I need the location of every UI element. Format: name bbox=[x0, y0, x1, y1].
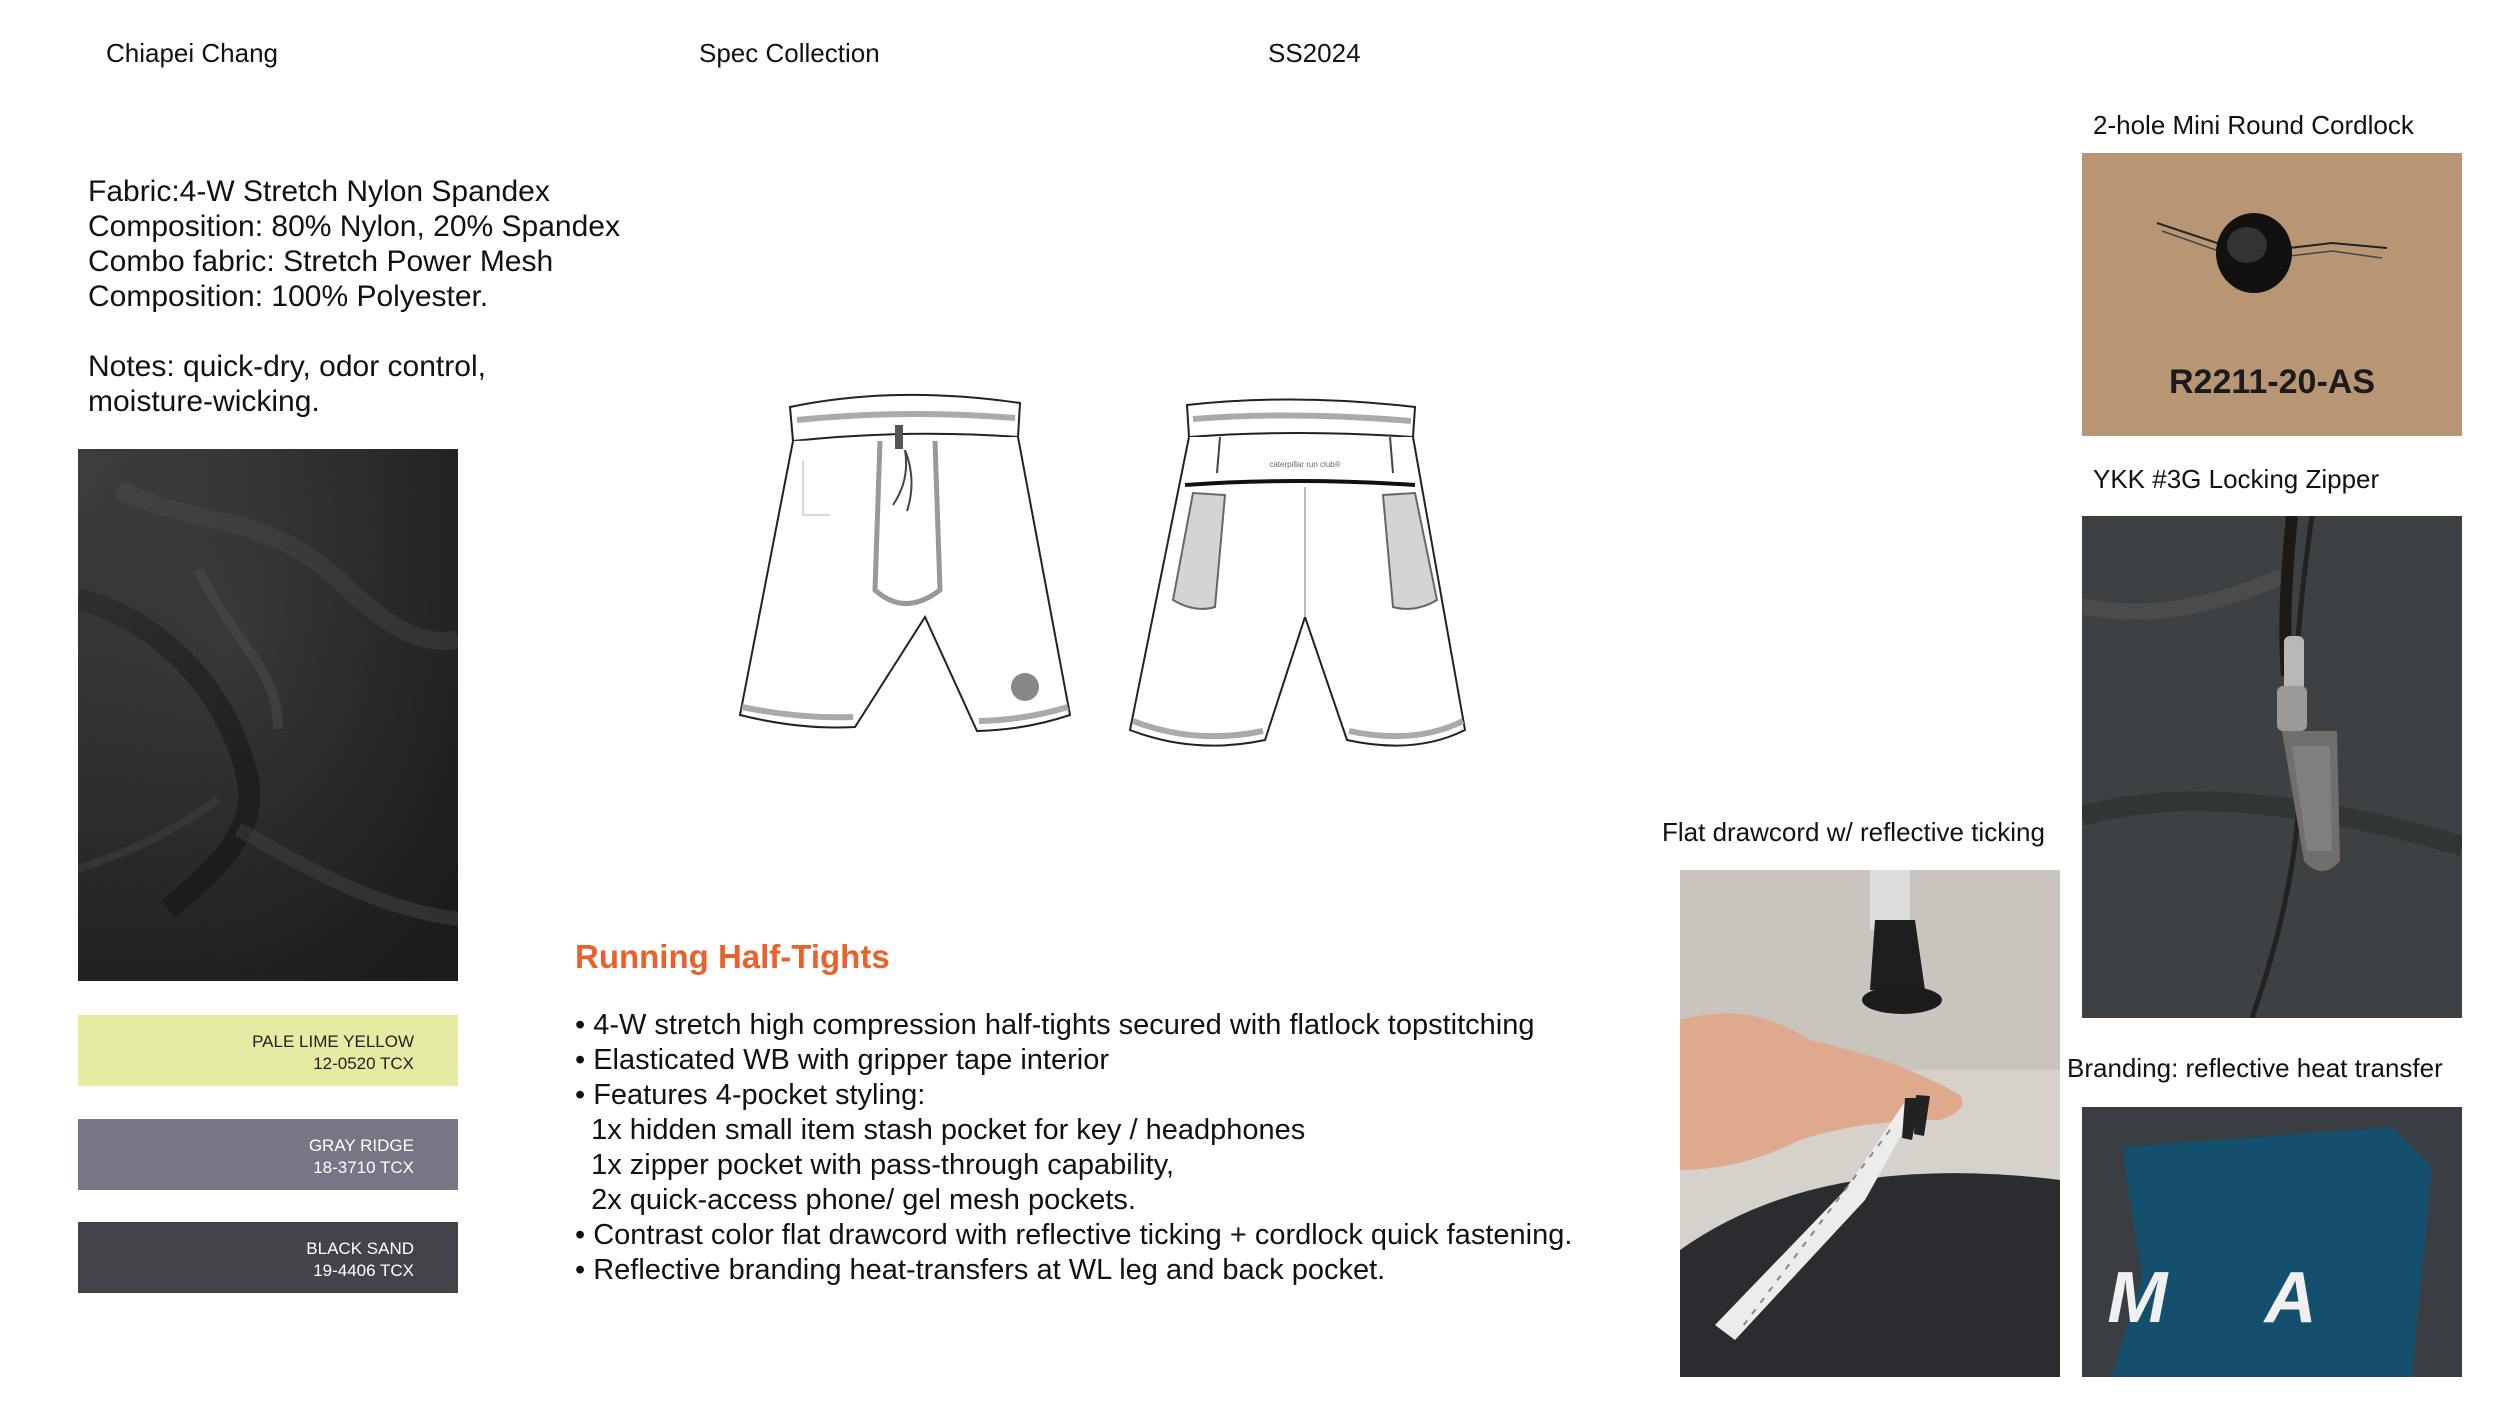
branding-photo-text: M A bbox=[2107, 1258, 2357, 1338]
cordlock-photo-text: R2211-20-AS bbox=[2168, 363, 2376, 401]
fabric-line: Fabric:4-W Stretch Nylon Spandex bbox=[88, 175, 550, 208]
composition-line: Composition: 80% Nylon, 20% Spandex bbox=[88, 210, 620, 243]
feature-item: • Features 4-pocket styling: bbox=[575, 1079, 926, 1111]
drawcord-caption: Flat drawcord w/ reflective ticking bbox=[1662, 817, 2045, 847]
color-swatch bbox=[78, 1222, 458, 1293]
swatch-name: GRAY RIDGE bbox=[308, 1136, 414, 1155]
combo-fabric-line: Combo fabric: Stretch Power Mesh bbox=[88, 245, 554, 278]
swatch-code: 18-3710 TCX bbox=[313, 1158, 414, 1177]
fabric-swatch-photo bbox=[78, 449, 458, 981]
feature-item: 1x hidden small item stash pocket for key / headphones bbox=[575, 1114, 1306, 1146]
feature-item: 1x zipper pocket with pass-through capability, bbox=[575, 1149, 1175, 1181]
feature-item: • Elasticated WB with gripper tape interior bbox=[575, 1044, 1109, 1076]
season-label: SS2024 bbox=[1268, 38, 1361, 68]
drawcord-photo bbox=[1680, 870, 2060, 1377]
zipper-caption: YKK #3G Locking Zipper bbox=[2093, 464, 2380, 494]
notes-line-2: moisture-wicking. bbox=[88, 385, 320, 418]
feature-list bbox=[575, 1008, 1572, 1288]
back-branding-label: caterpillar run club® bbox=[1269, 460, 1341, 469]
swatch-code: 12-0520 TCX bbox=[313, 1054, 414, 1073]
collection-name: Spec Collection bbox=[699, 38, 880, 68]
zipper-photo bbox=[2082, 516, 2462, 1018]
color-swatch bbox=[78, 1015, 458, 1086]
back-view-sketch bbox=[1130, 399, 1465, 745]
feature-item: 2x quick-access phone/ gel mesh pockets. bbox=[575, 1184, 1136, 1216]
designer-name: Chiapei Chang bbox=[106, 38, 279, 68]
shorts-sketch-svg bbox=[725, 385, 1505, 775]
branding-photo bbox=[2082, 1107, 2462, 1377]
color-swatch bbox=[78, 1119, 458, 1190]
cordlock-caption: 2-hole Mini Round Cordlock bbox=[2093, 110, 2414, 140]
cordlock-photo bbox=[2082, 153, 2462, 436]
swatch-code: 19-4406 TCX bbox=[313, 1261, 414, 1280]
branding-caption: Branding: reflective heat transfer bbox=[2067, 1053, 2443, 1083]
technical-flat-sketches bbox=[725, 385, 1505, 780]
fabric-specs bbox=[88, 174, 620, 419]
product-title: Running Half-Tights bbox=[575, 938, 890, 975]
swatch-name: PALE LIME YELLOW bbox=[252, 1032, 414, 1051]
notes-line-1: Notes: quick-dry, odor control, bbox=[88, 350, 486, 383]
feature-item: • Reflective branding heat-transfers at WL leg and back pocket. bbox=[575, 1254, 1386, 1286]
front-view-sketch bbox=[740, 395, 1070, 731]
feature-item: • 4-W stretch high compression half-tights secured with flatlock topstitching bbox=[575, 1009, 1535, 1041]
swatch-name: BLACK SAND bbox=[306, 1239, 414, 1258]
feature-item: • Contrast color flat drawcord with reflective ticking + cordlock quick fastening. bbox=[575, 1219, 1573, 1251]
combo-composition-line: Composition: 100% Polyester. bbox=[88, 280, 489, 313]
